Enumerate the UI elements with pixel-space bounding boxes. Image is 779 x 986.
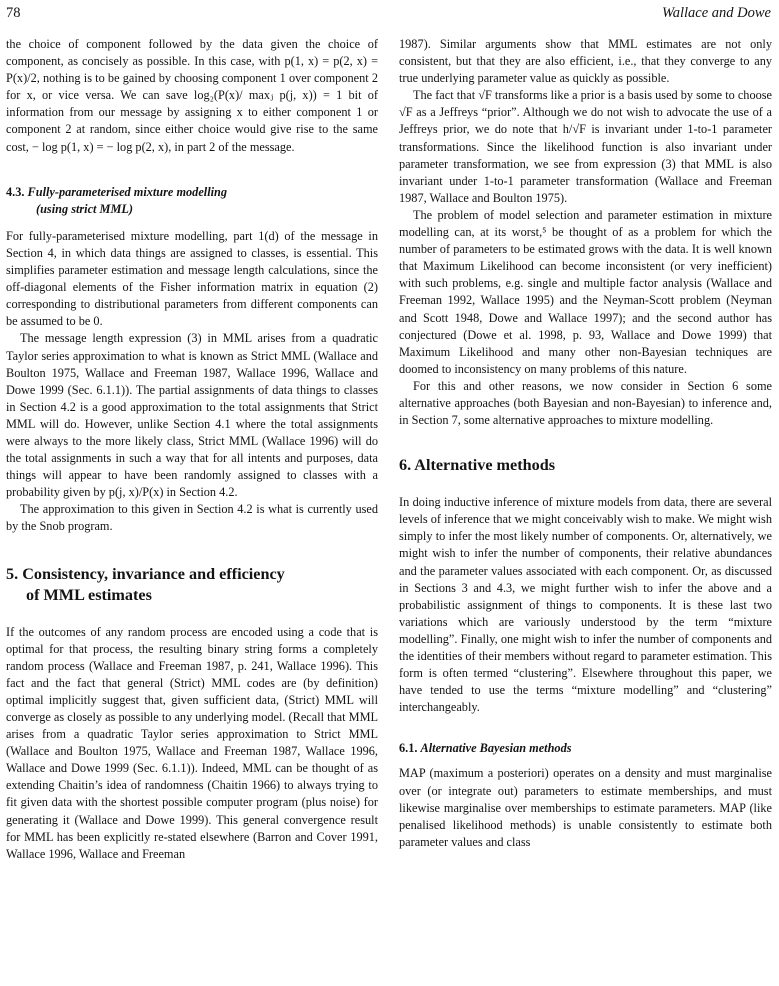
paragraph: MAP (maximum a posteriori) operates on a density and must marginalise over (or integrate out) parameters to estimate memberships, and must likewise marginalise over memberships to estimate parameters. MAP (like penalised likelihood methods) is unable consistently to estimate both parameter values and class (399, 766, 772, 849)
subsection-heading-6-1 (399, 740, 772, 757)
section-title: Alternative methods (414, 456, 556, 475)
subsection-number: 4.3. (6, 184, 25, 199)
section-title-continued: of MML estimates (26, 585, 152, 604)
subsection-title: Alternative Bayesian methods (420, 741, 572, 756)
subsection-number: 6.1. (399, 741, 418, 756)
paragraph: The approximation to this given in Section 4.2 is what is currently used by the Snob program. (6, 502, 378, 534)
section-heading-5 (6, 564, 378, 606)
section-title: Consistency, invariance and efficiency (22, 564, 285, 583)
subsection-title-continued: (using strict MML) (36, 201, 134, 216)
paragraph: The problem of model selection and parameter estimation in mixture modelling can, at its worst,⁵ be thought of as a problem for which the number of parameters to be estimated grows with the data. It is well known that Maximum Likelihood can become inconsistent (or very inefficient) with such problems, e.g. single and multiple factor analysis (Wallace and Freeman 1992, Wallace 1995) and the Neyman-Scott problem (Neyman and Scott 1948, Dowe and Wallace 1997); and the second author has conjectured (Dowe et al. 1998, p. 93, Wallace and Dowe 1999) that Maximum Likelihood and many other non-Bayesian techniques are doomed to inconsistency on many problems of this nature. (399, 207, 772, 376)
paragraph: For this and other reasons, we now consider in Section 6 some alternative approaches (both Bayesian and non-Bayesian) to inference and, in Section 7, some alternative approaches to mixture modelling. (399, 378, 772, 428)
page-number: 78 (6, 5, 21, 21)
running-title: Wallace and Dowe (661, 5, 771, 21)
section-number: 5. (6, 564, 19, 583)
paragraph: 1987). Similar arguments show that MML estimates are not only consistent, but that they are also efficient, i.e., that they converge to any true underlying parameter value as quickly as possible. (399, 37, 772, 86)
paragraph: The fact that √F transforms like a prior is a basis used by some to choose √F as a Jeffreys “prior”. Although we do not wish to advocate the use of a Jeffreys prior, we do note that h/√F is invariant under 1-to-1 parameter transformations. Since the likelihood function is also invariant under parameter transformation, we see from expression (3) that MML is also invariant under 1-to-1 parameter transformation (Wallace and Freeman 1987, Wallace and Boulton 1975). (399, 88, 772, 205)
paragraph: In doing inductive inference of mixture models from data, there are several levels of inference that we might conceivably wish to make. We might wish simply to infer the most likely number of components. Or, alternatively, we might wish to infer the number of components, their relative abundances and the parameter values associated with each component. Or, as discussed in Sections 3 and 4.3, we might further wish to infer the above and a probabilistic assignment of things to components. It is these last two variations which are variously understood by the term “mixture modelling”. Finally, one might wish to infer the number of components and the identities of their members without regard to parameter estimation. This form is often termed “clustering”. Elsewhere throughout this paper, we have tended to use the terms “mixture modelling” and “clustering” interchangeably. (399, 495, 772, 715)
subsection-title: Fully-parameterised mixture modelling (27, 184, 228, 199)
subsection-heading-4-3 (6, 184, 378, 218)
paragraph: For fully-parameterised mixture modelling, part 1(d) of the message in Section 4, in which data things are assigned to classes, is essential. This simplifies parameter estimation and message length calculations, since the off-diagonal elements of the Fisher information matrix in equation (2) corresponding to distributional parameters from different components can be assumed to be 0. (6, 228, 378, 329)
left-column (6, 36, 378, 863)
section-number: 6. (399, 456, 412, 475)
paragraph: If the outcomes of any random process are encoded using a code that is optimal for that process, the resulting binary string forms a completely random process (Wallace and Freeman 1987, p. 241, Wallace 1996). This fact and the fact that general (Strict) MML codes are (by definition) optimal implicitly suggest that, given sufficient data, (Strict) MML will converge as closely as possible to any underlying model. (Recall that MML arises from a quadratic Taylor series approximation to Strict MML (Wallace and Boulton 1975, Wallace and Freeman 1987, Wallace 1996, Wallace and Dowe 1999 (Sec. 6.1.1)). Indeed, MML can be thought of as extending Chaitin’s idea of randomness (Chaitin 1966) to always trying to fit given data with the shortest possible computer program (plus noise) for generating it (Wallace and Dowe 1999). This general convergence result for MML has been explicitly re-stated elsewhere (Barron and Cover 1991, Wallace 1996, Wallace and Freeman (6, 624, 379, 861)
paragraph: the choice of component followed by the data given the choice of component, as concisely as possible. In this case, with p(1, x) = p(2, x) = P(x)/2, nothing is to be gained by choosing component 1 over component 2 for x, or vice versa. We can save log₂(P(x)/ maxⱼ p(j, x)) = 1 bit of information from our message by assigning x to either component 1 or component 2 at random, since either choice would give rise to the same cost, − log p(1, x) = − log p(2, x), in part 2 of the message. (6, 37, 378, 154)
paragraph: The message length expression (3) in MML arises from a quadratic Taylor series approximation to what is known as Strict MML (Wallace and Boulton 1975, Wallace and Freeman 1987, Wallace 1996, Wallace and Dowe 1999 (Sec. 6.1.1)). The partial assignments of data things to classes in Section 4.2 is a good approximation to the total assignments that Strict MML will do. However, unlike Section 4.1 where the total assignments were always to the more likely class, Strict MML (Wallace 1996) will do the total assignments in such a way that for all intents and purposes, data things will appear to have been randomly assigned to classes with a probability given by p(j, x)/P(x) in Section 4.2. (6, 331, 378, 500)
section-heading-6 (399, 455, 772, 476)
right-column (399, 36, 772, 851)
